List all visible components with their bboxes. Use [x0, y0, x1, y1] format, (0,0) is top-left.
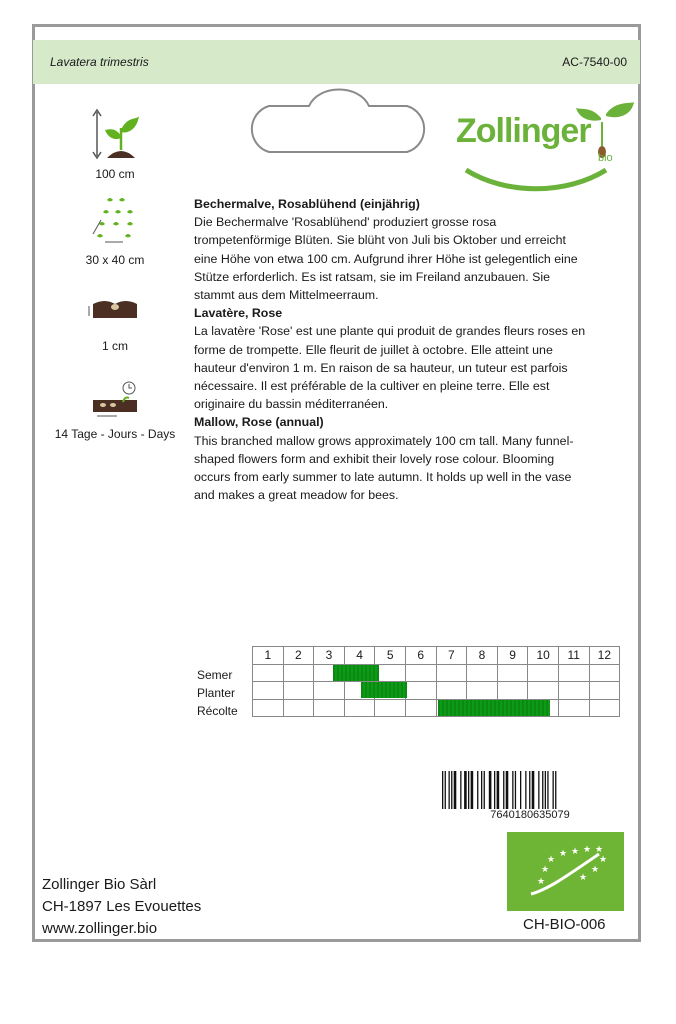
product-code: AC-7540-00: [562, 55, 627, 69]
company-website[interactable]: www.zollinger.bio: [42, 920, 158, 937]
month-header: 11: [558, 647, 589, 665]
barcode-bar: [489, 771, 492, 809]
barcode-bar: [553, 771, 554, 809]
svg-text:★: ★: [559, 849, 568, 859]
barcode-bar: [477, 771, 478, 809]
zollinger-logo: [456, 100, 636, 200]
barcode-bar: [506, 771, 509, 809]
svg-text:★: ★: [571, 847, 580, 857]
height-info: [40, 108, 190, 181]
de-title: Bechermalve, Rosablühend (einjährig): [194, 197, 420, 211]
month-header: 12: [589, 647, 620, 665]
month-header: 2: [283, 647, 314, 665]
barcode: [440, 771, 620, 809]
germination-time-icon: [85, 378, 145, 418]
barcode-bar: [545, 771, 546, 809]
calendar-bar: [361, 682, 408, 698]
barcode-bar: [503, 771, 504, 809]
calendar-bar: [438, 700, 550, 716]
barcode-bar: [449, 771, 450, 809]
en-title: Mallow, Rose (annual): [194, 415, 324, 430]
month-header: 5: [375, 647, 406, 665]
barcode-bar: [529, 771, 530, 809]
spacing-info: [40, 194, 190, 267]
description: [194, 195, 589, 504]
barcode-bar: [481, 771, 482, 809]
barcode-bar: [484, 771, 485, 809]
svg-text:★: ★: [599, 855, 608, 865]
growing-calendar: [252, 646, 620, 717]
svg-text:★: ★: [537, 877, 546, 887]
barcode-bar: [451, 771, 452, 809]
depth-info: [40, 290, 190, 353]
eu-organic-logo: [507, 832, 624, 911]
barcode-bar: [547, 771, 548, 809]
calendar-row-sow: [253, 664, 620, 682]
barcode-bar: [555, 771, 556, 809]
svg-text:★: ★: [591, 865, 600, 875]
header-band: [33, 40, 640, 84]
svg-text:★: ★: [547, 855, 556, 865]
barcode-bar: [538, 771, 539, 809]
barcode-bar: [542, 771, 543, 809]
company-address: [42, 874, 201, 940]
barcode-bar: [512, 771, 513, 809]
barcode-bar: [445, 771, 446, 809]
month-header: 9: [497, 647, 528, 665]
de-text: Die Bechermalve 'Rosablühend' produziert grosse rosa trompetenförmige Blüten. Sie blüht von Juli bis Oktober und erreicht eine Höhe von etwa 100 cm. Aufgrund ihrer Höhe ist gelegentlich eine Stütze erforderlich. Es ist ratsam, sie im Freiland anzubauen. Sie stammt aus dem Mittelmeerraum.: [194, 215, 578, 303]
height-label: 100 cm: [95, 167, 135, 181]
plant-height-icon: [85, 108, 145, 160]
svg-text:★: ★: [595, 845, 604, 855]
barcode-bar: [454, 771, 457, 809]
svg-text:★: ★: [579, 873, 588, 883]
calendar-row-plant: [253, 682, 620, 700]
month-header: 7: [436, 647, 467, 665]
germination-info: [40, 378, 190, 441]
barcode-bar: [515, 771, 516, 809]
barcode-bar: [497, 771, 500, 809]
row-label-harvest: Récolte: [197, 704, 238, 718]
calendar-bar: [333, 665, 380, 681]
depth-label: 1 cm: [101, 339, 128, 353]
logo-wordmark: Zollinger: [456, 112, 591, 150]
month-header: 8: [467, 647, 498, 665]
month-header: 6: [405, 647, 436, 665]
logo-bio: bio: [598, 152, 613, 164]
month-header: 3: [314, 647, 345, 665]
barcode-bar: [471, 771, 474, 809]
row-label-plant: Planter: [197, 686, 236, 700]
month-header: 4: [344, 647, 375, 665]
barcode-bar: [442, 771, 443, 809]
plant-spacing-icon: [85, 194, 145, 246]
barcode-bar: [532, 771, 535, 809]
row-label-sow: Semer: [197, 668, 233, 682]
calendar-row-harvest: [253, 699, 620, 717]
barcode-number: 7640180635079: [490, 809, 570, 821]
sowing-depth-icon: [85, 290, 145, 322]
svg-text:★: ★: [541, 865, 550, 875]
company-location: CH-1897 Les Evouettes: [42, 898, 202, 915]
barcode-bar: [520, 771, 521, 809]
svg-text:★: ★: [583, 845, 592, 855]
en-text: This branched mallow grows approximately 100 cm tall. Many funnel-shaped flowers form and exhibit their lovely rose colour. Blooming occurs from early summer to late autumn. It holds up well in the vase and makes a great meadow for bees.: [194, 433, 574, 503]
spacing-label: 30 x 40 cm: [85, 253, 145, 267]
barcode-bar: [464, 771, 467, 809]
month-header: 10: [528, 647, 559, 665]
germination-label: 14 Tage - Jours - Days: [54, 427, 176, 441]
barcode-bar: [460, 771, 461, 809]
fr-text: La lavatère 'Rose' est une plante qui produit de grandes fleurs roses en forme de trompette. Elle fleurit de juillet à octobre. Elle atteint une hauteur d'environ 1 m. En raison de sa hauteur, un tuteur est parfois nécessaire. Il est préférable de la cultiver en pleine terre. Elle est originaire du bassin méditerranéen.: [194, 324, 586, 412]
latin-name: Lavatera trimestris: [50, 55, 149, 69]
hanger-hole: [239, 88, 437, 154]
barcode-bar: [468, 771, 469, 809]
month-header-row: [253, 647, 620, 665]
certification-code: CH-BIO-006: [523, 916, 606, 933]
company-name: Zollinger Bio Sàrl: [42, 876, 157, 893]
calendar-row-labels: [197, 666, 238, 720]
fr-title: Lavatère, Rose: [194, 306, 283, 321]
month-header: 1: [253, 647, 284, 665]
barcode-bar: [494, 771, 495, 809]
barcode-bar: [525, 771, 526, 809]
